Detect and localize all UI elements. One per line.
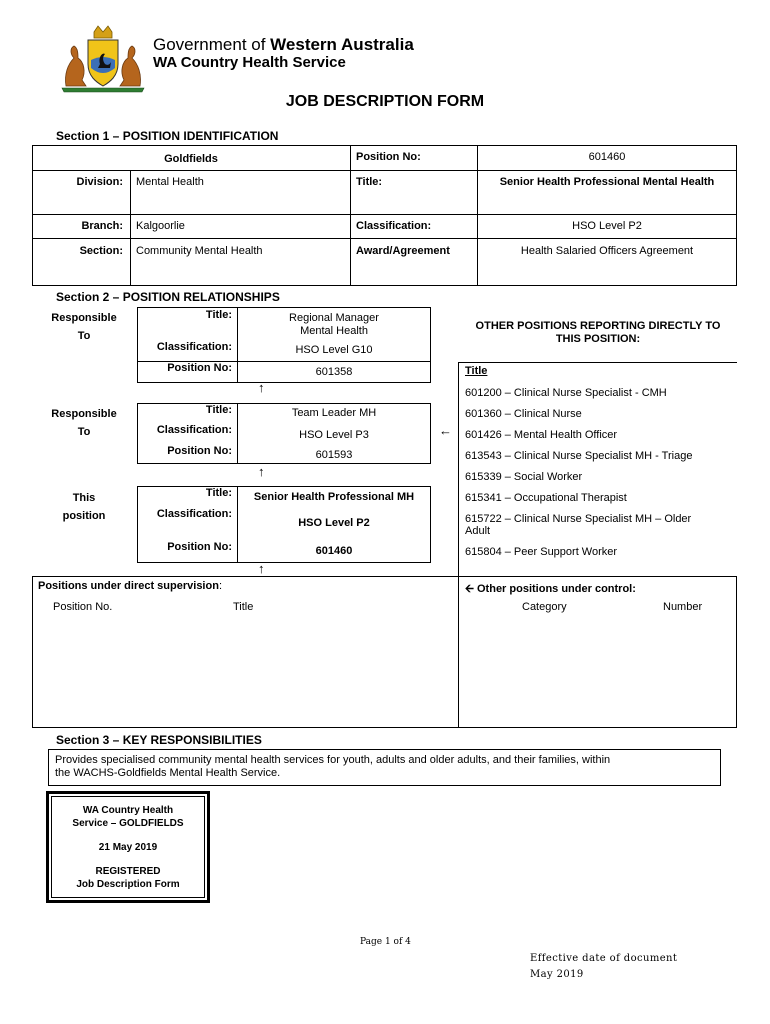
classification-label: Classification: — [356, 220, 432, 232]
box3-classification-label: Classification: — [156, 508, 232, 520]
direct-supervision-label-text: Positions under direct supervision — [38, 580, 219, 592]
page-number: Page 1 of 4 — [360, 937, 411, 947]
this-position-line1: This — [72, 492, 96, 504]
other-positions-heading-line2: THIS POSITION: — [555, 333, 641, 345]
responsible-to-1-label — [44, 312, 124, 342]
other-position-item: 601200 – Clinical Nurse Specialist - CMH — [465, 387, 667, 399]
position-identification-table — [32, 145, 737, 286]
box3-title-label: Title: — [205, 487, 232, 499]
arrow-up-icon: ↑ — [258, 380, 265, 395]
other-position-item: 615804 – Peer Support Worker — [465, 546, 618, 558]
category-column-header: Category — [522, 601, 567, 613]
responsible-to-2-label — [44, 408, 124, 438]
box1-classification-label: Classification: — [156, 341, 232, 353]
org-name-line2: WA Country Health Service — [153, 54, 346, 71]
other-control-label-text: Other positions under control: — [477, 583, 636, 595]
section-value: Community Mental Health — [136, 245, 263, 257]
position-no-value: 601460 — [588, 151, 626, 163]
stamp-line3: REGISTERED — [95, 866, 161, 877]
other-position-item: 601360 – Clinical Nurse — [465, 408, 582, 420]
box2-position-no-value: 601593 — [315, 449, 353, 461]
arrow-up-icon: ↑ — [258, 561, 265, 576]
box1-title-line1: Regional Manager — [289, 312, 379, 324]
section2-heading: Section 2 – POSITION RELATIONSHIPS — [56, 290, 280, 304]
box1-title-value — [237, 312, 431, 338]
direct-supervision-label — [38, 580, 222, 592]
position-no-label: Position No: — [356, 151, 421, 163]
other-position-item: 615722 – Clinical Nurse Specialist MH – Older — [465, 513, 692, 525]
effective-date-label: Effective date of document — [530, 953, 678, 964]
box2-position-no-label: Position No: — [167, 445, 232, 457]
registration-stamp — [46, 791, 210, 903]
box1-title-label: Title: — [205, 309, 232, 321]
number-column-header: Number — [663, 601, 703, 613]
box2-title-label: Title: — [205, 404, 232, 416]
stamp-line1: WA Country Health — [82, 805, 174, 816]
other-positions-heading-line1: OTHER POSITIONS REPORTING DIRECTLY TO — [475, 320, 721, 332]
key-responsibilities-line2: the WACHS-Goldfields Mental Health Service. — [55, 767, 281, 779]
section-label: Section: — [79, 245, 123, 257]
this-position-label — [44, 492, 124, 522]
arrow-up-icon: ↑ — [258, 464, 265, 479]
responsible-2-line1: Responsible — [51, 408, 117, 420]
form-title: JOB DESCRIPTION FORM — [285, 93, 485, 110]
title-label: Title: — [356, 176, 383, 188]
division-label: Division: — [76, 176, 123, 188]
arrow-left-icon: 🡨 — [465, 583, 474, 595]
direct-supervision-colon: : — [218, 580, 222, 592]
other-position-item: 601426 – Mental Health Officer — [465, 429, 618, 441]
box3-position-no-label: Position No: — [167, 541, 232, 553]
branch-value: Kalgoorlie — [136, 220, 185, 232]
award-label: Award/Agreement — [356, 245, 450, 257]
box1-position-no-label: Position No: — [167, 362, 232, 374]
division-value: Mental Health — [136, 176, 204, 188]
box1-position-no-value: 601358 — [315, 366, 353, 378]
box3-position-no-value: 601460 — [315, 545, 353, 557]
classification-value: HSO Level P2 — [572, 220, 642, 232]
box2-classification-label: Classification: — [156, 424, 232, 436]
wa-coat-of-arms-logo — [56, 24, 150, 94]
other-positions-title: Title — [465, 365, 488, 377]
key-responsibilities-line1: Provides specialised community mental health services for youth, adults and older adults, and their families, within — [55, 754, 611, 766]
other-position-item-continued: Adult — [465, 525, 491, 537]
box2-classification-value: HSO Level P3 — [299, 429, 369, 441]
position-no-column-header: Position No. — [53, 601, 113, 613]
box1-title-line2: Mental Health — [300, 325, 368, 337]
responsible-1-line1: Responsible — [51, 312, 117, 324]
arrow-left-icon: ← — [439, 423, 452, 438]
region-label: Goldfields — [164, 153, 218, 165]
section1-heading: Section 1 – POSITION IDENTIFICATION — [56, 129, 279, 143]
responsible-2-line2: To — [77, 426, 91, 438]
other-control-label — [465, 580, 636, 599]
other-position-item: 615341 – Occupational Therapist — [465, 492, 627, 504]
key-responsibilities-text — [55, 754, 610, 780]
box3-classification-value: HSO Level P2 — [298, 517, 370, 529]
box2-title-value: Team Leader MH — [291, 407, 377, 419]
stamp-date: 21 May 2019 — [98, 842, 158, 853]
branch-label: Branch: — [81, 220, 123, 232]
section3-heading: Section 3 – KEY RESPONSIBILITIES — [56, 733, 262, 747]
box1-classification-value: HSO Level G10 — [295, 344, 373, 356]
effective-date-value: May 2019 — [530, 969, 584, 980]
effective-date-block — [530, 951, 677, 983]
this-position-line2: position — [62, 510, 106, 522]
responsible-1-line2: To — [77, 330, 91, 342]
other-position-item: 615339 – Social Worker — [465, 471, 583, 483]
org-name-line1 — [153, 35, 414, 55]
box3-title-value: Senior Health Professional MH — [253, 491, 415, 503]
award-value: Health Salaried Officers Agreement — [520, 245, 694, 257]
other-positions-heading — [458, 320, 738, 346]
title-column-header: Title — [233, 601, 254, 613]
stamp-line2: Service – GOLDFIELDS — [72, 818, 184, 829]
stamp-line4: Job Description Form — [76, 879, 180, 890]
other-position-item: 613543 – Clinical Nurse Specialist MH - Triage — [465, 450, 693, 462]
org-name-bold: Western Australia — [270, 35, 414, 54]
org-name-prefix: Government of — [153, 35, 271, 54]
title-value: Senior Health Professional Mental Health — [499, 176, 715, 188]
